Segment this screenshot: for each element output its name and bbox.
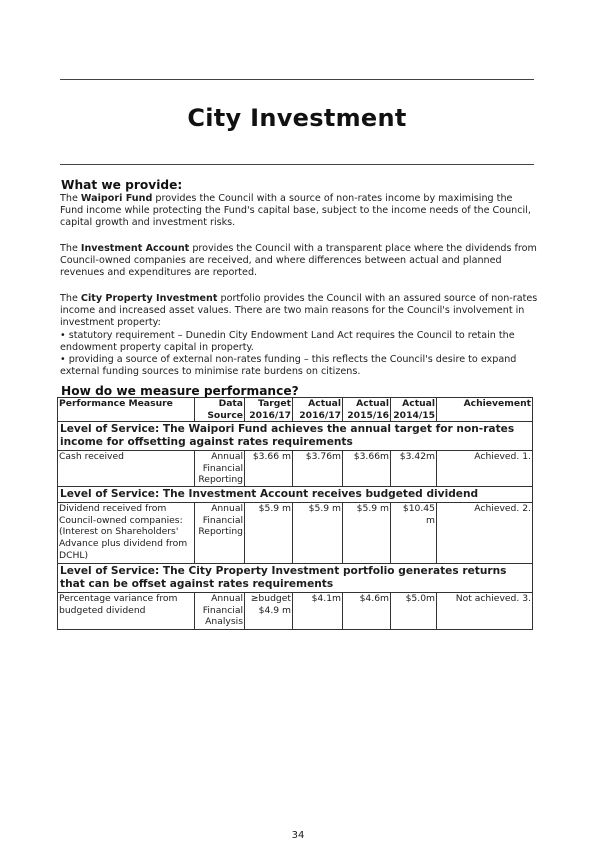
cell-target: $5.9 m	[245, 503, 293, 564]
table-row	[58, 593, 533, 630]
top-rule	[60, 79, 534, 80]
header-target: Target 2016/17	[245, 398, 293, 422]
cell-measure: Percentage variance from budgeted dividend	[58, 593, 195, 630]
title-rule	[60, 164, 534, 165]
measure-heading: How do we measure performance?	[61, 384, 299, 398]
cell-target: ≥budget $4.9 m	[245, 593, 293, 630]
level-of-service-row	[58, 564, 533, 593]
cell-actual-2016-17: $4.1m	[293, 593, 343, 630]
header-actual-2015-16: Actual 2015/16	[343, 398, 391, 422]
level-of-service-text: Level of Service: The Waipori Fund achieves the annual target for non-rates income for offsetting against rates requirements	[58, 422, 533, 451]
performance-table	[57, 397, 533, 630]
cell-achievement: Achieved. 2.	[437, 503, 533, 564]
level-of-service-text: Level of Service: The Investment Account receives budgeted dividend	[58, 487, 533, 503]
cell-data-source: Annual Financial Reporting	[195, 451, 245, 487]
table-row	[58, 451, 533, 487]
cell-actual-2014-15: $10.45 m	[391, 503, 437, 564]
cell-measure: Dividend received from Council-owned companies: (Interest on Shareholders' Advance plus dividend from DCHL)	[58, 503, 195, 564]
header-measure: Performance Measure	[58, 398, 195, 422]
level-of-service-text: Level of Service: The City Property Investment portfolio generates returns that can be offset against rates requirements	[58, 564, 533, 593]
investment-account-paragraph: The Investment Account provides the Council with a transparent place where the dividends from Council-owned companies are received, and where differences between actual and planned revenues and expenditures are reported.	[60, 243, 537, 279]
level-of-service-row	[58, 422, 533, 451]
cell-data-source: Annual Financial Reporting	[195, 503, 245, 564]
page-title: City Investment	[187, 104, 407, 132]
cell-actual-2015-16: $3.66m	[343, 451, 391, 487]
cell-actual-2014-15: $3.42m	[391, 451, 437, 487]
header-data-source: Data Source	[195, 398, 245, 422]
cell-target: $3.66 m	[245, 451, 293, 487]
page-number: 34	[291, 830, 305, 841]
what-we-provide-heading: What we provide:	[61, 178, 183, 192]
city-property-paragraph: The City Property Investment portfolio provides the Council with an assured source of non-rates income and increased asset values. There are two main reasons for the Council's involvement in investment property: • statutory requirement – Dunedin City Endowment Land Act requires the Council to retain the endowment property capital in property. • providing a source of external non-rates funding – this reflects the Council's desire to expand external funding sources to minimise rate burdens on citizens.	[60, 293, 538, 378]
waipori-fund-paragraph: The Waipori Fund provides the Council with a source of non-rates income by maximising the Fund income while protecting the Fund's capital base, subject to the income needs of the Council, capital growth and investment risks.	[60, 193, 531, 229]
cell-achievement: Achieved. 1.	[437, 451, 533, 487]
cell-measure: Cash received	[58, 451, 195, 487]
cell-actual-2015-16: $4.6m	[343, 593, 391, 630]
table-header-row	[58, 398, 533, 422]
cell-actual-2015-16: $5.9 m	[343, 503, 391, 564]
cell-actual-2014-15: $5.0m	[391, 593, 437, 630]
cell-actual-2016-17: $3.76m	[293, 451, 343, 487]
investment-account-term: Investment Account	[80, 243, 190, 254]
header-actual-2014-15: Actual 2014/15	[391, 398, 437, 422]
cell-actual-2016-17: $5.9 m	[293, 503, 343, 564]
header-achievement: Achievement	[437, 398, 533, 422]
table-row	[58, 503, 533, 564]
waipori-fund-term: Waipori Fund	[80, 193, 153, 204]
cell-achievement: Not achieved. 3.	[437, 593, 533, 630]
level-of-service-row	[58, 487, 533, 503]
bullet-item: • providing a source of external non-rates funding – this reflects the Council's desire to expand external funding sources to minimise rate burdens on citizens.	[60, 354, 517, 378]
cell-data-source: Annual Financial Analysis	[195, 593, 245, 630]
city-property-term: City Property Investment	[80, 293, 218, 304]
header-actual-2016-17: Actual 2016/17	[293, 398, 343, 422]
bullet-item: • statutory requirement – Dunedin City Endowment Land Act requires the Council to retain the endowment property capital in property.	[60, 329, 515, 353]
